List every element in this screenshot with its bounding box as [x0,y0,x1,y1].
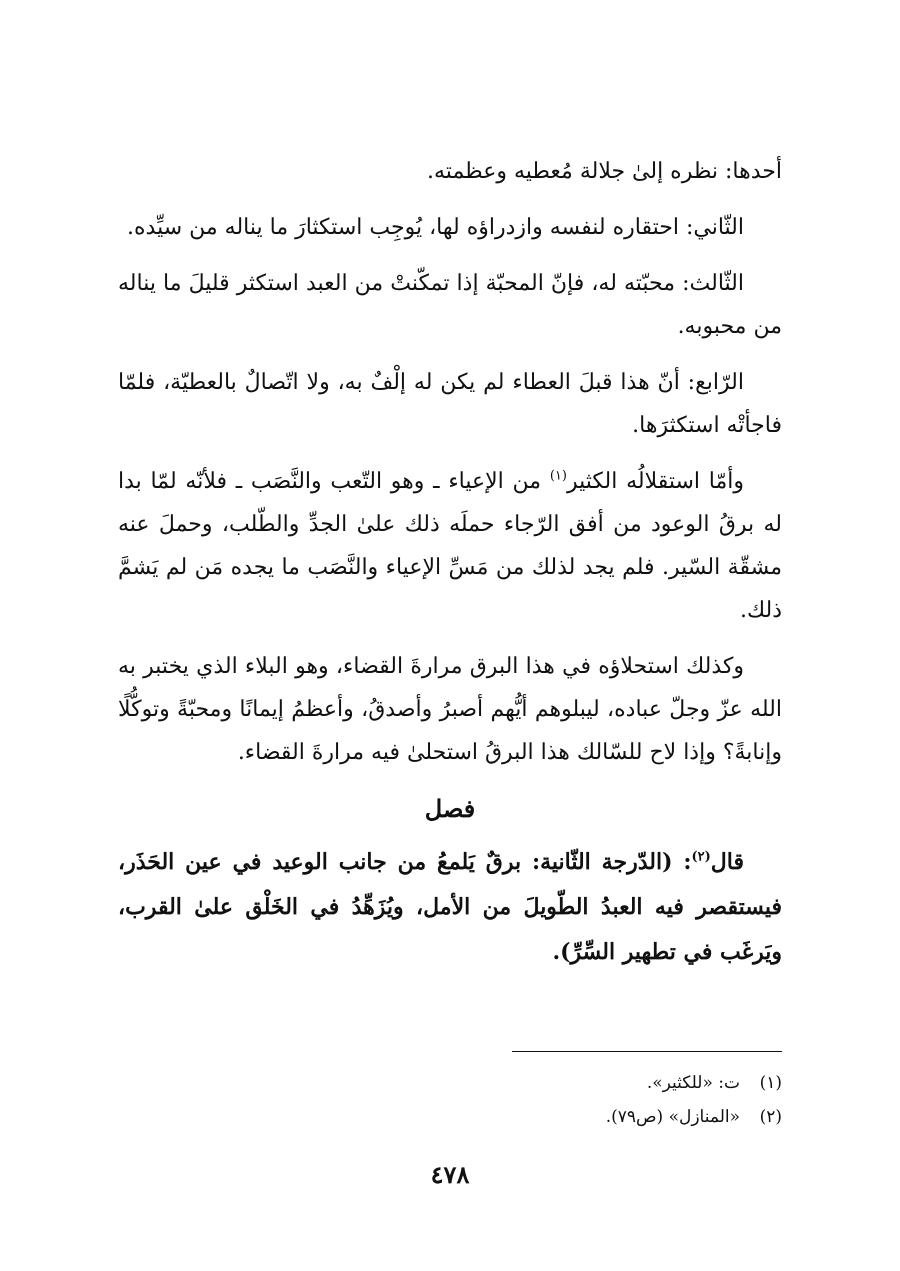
footnote-text: «المنازل» (ص٧٩). [605,1107,740,1127]
quote-lead: قال [710,849,744,875]
paragraph-third-reason: الثّالث: محبّته له، فإنّ المحبّة إذا تمكّنتْ من العبد استكثر قليلَ ما يناله من محبوبه. [118,271,782,339]
quote-text: : (الدّرجة الثّانية: برقٌ يَلمعُ من جانب الوعيد في عين الحَذَر، فيستقصر فيه العبدُ الطّويلَ من الأمل، ويُزَهِّدُ في الخَلْق علىٰ القرب، ويَرغَب في تطهير السِّرِّ). [118,849,782,965]
paragraph-fatigue-start: وأمّا استقلالُه الكثير [566,469,744,494]
footnote-number: (١) [759,1073,782,1093]
footnote-1 [118,1066,782,1100]
paragraph-fatigue [118,460,782,632]
footnote-divider [512,1051,782,1052]
paragraph-second-reason: الثّاني: احتقاره لنفسه وازدراؤه لها، يُوجِب استكثارَ ما يناله من سيِّده. [127,215,744,240]
footnote-ref-2[interactable]: (٢) [691,849,711,865]
main-text [118,150,782,975]
section-title: فصل [424,794,476,823]
page-number: ٤٧٨ [430,1160,470,1189]
paragraph-bitterness: وكذلك استحلاؤه في هذا البرق مرارةَ القضاء، وهو البلاء الذي يختبر به الله عزّ وجلّ عباده، ليبلوهم أيُّهم أصبرُ وأصدقُ، وأعظمُ إيمانًا ومحبّةً وتوكُّلًا وإنابةً؟ وإذا لاح للسّالك هذا البرقُ استحلىٰ فيه مرارةَ القضاء. [118,654,782,765]
footnote-ref-1[interactable]: (١) [549,468,567,484]
footnotes [118,1066,782,1134]
paragraph-fourth-reason: الرّابع: أنّ هذا قبلَ العطاء لم يكن له إلْفٌ به، ولا اتّصالٌ بالعطيّة، فلمّا فاجأتْه استكثرَها. [118,370,782,438]
paragraph-first-reason: أحدها: نظره إلىٰ جلالة مُعطيه وعظمته. [427,159,782,184]
footnote-2 [118,1100,782,1134]
footnote-text: ت: «للكثير». [646,1073,740,1093]
paragraph-fatigue-rest: من الإعياء ـ وهو التّعب والنَّصَب ـ فلأنّه لمّا بدا له برقُ الوعود من أفق الرّجاء حملَه ذلك علىٰ الجدِّ والطّلب، وحملَ عنه مشقّة السّير. فلم يجد لذلك من مَسِّ الإعياء والنَّصَب ما يجده مَن لم يَشمَّ ذلك. [118,469,782,623]
quote-paragraph [118,840,782,975]
footnote-number: (٢) [759,1107,782,1127]
